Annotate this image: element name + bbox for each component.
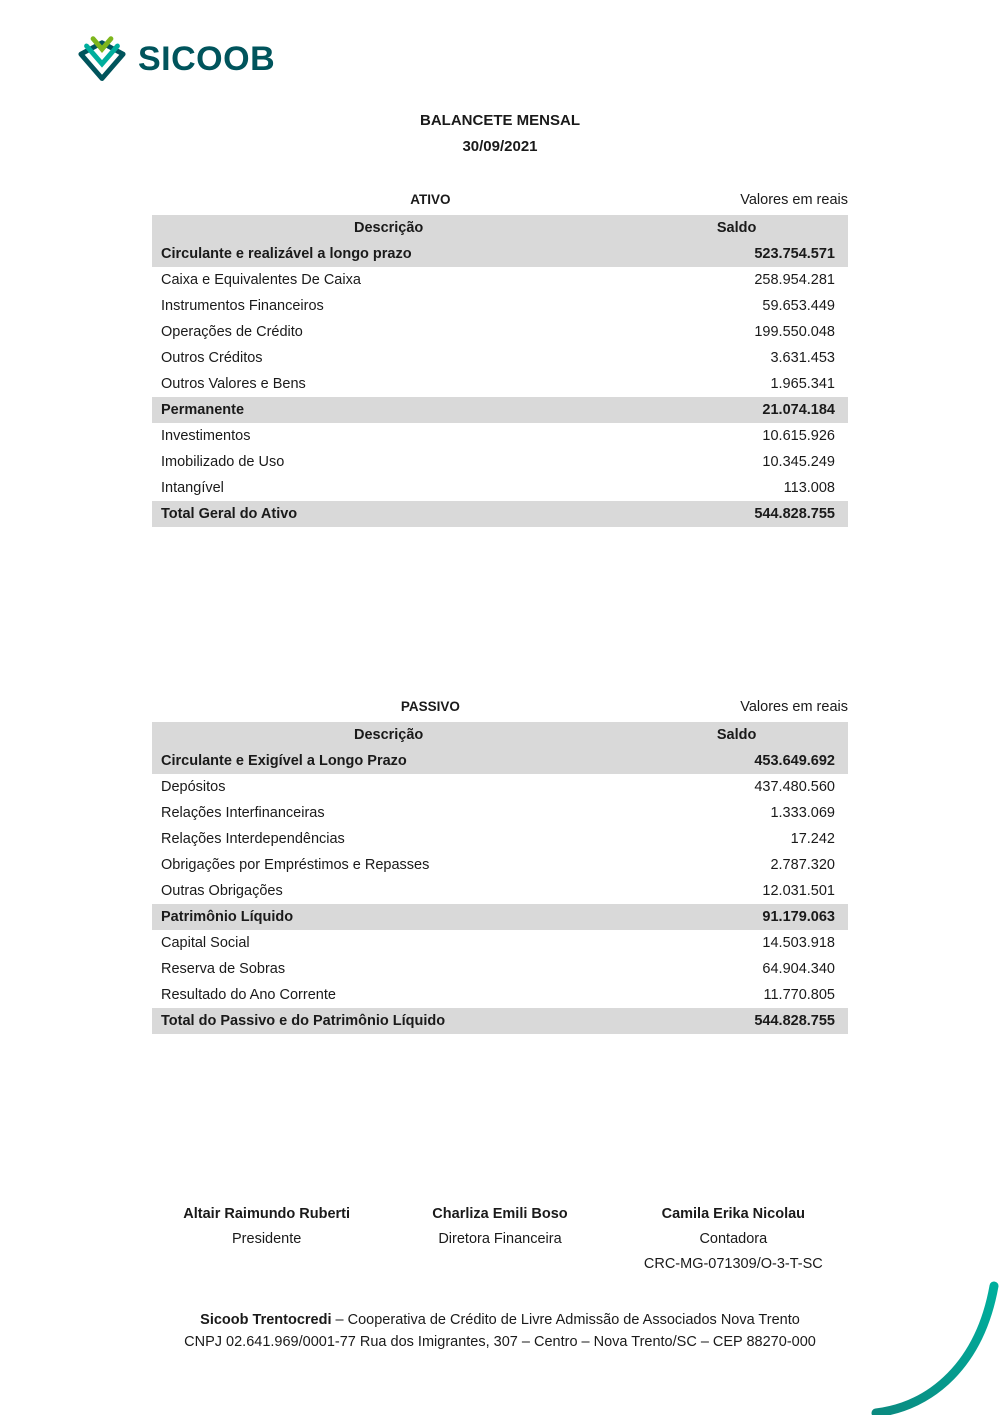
document-date: 30/09/2021 [462, 138, 538, 155]
subtotal-row [152, 397, 848, 423]
row-label: Obrigações por Empréstimos e Repasses [161, 857, 430, 873]
table-row [152, 475, 848, 501]
row-value: 12.031.501 [762, 883, 835, 899]
row-label: Reserva de Sobras [161, 961, 286, 977]
footer-company-description: – Cooperativa de Crédito de Livre Admissão de Associados Nova Trento [331, 1312, 800, 1328]
footer-line-2: CNPJ 02.641.969/0001-77 Rua dos Imigrantes, 307 – Centro – Nova Trento/SC – CEP 88270-000 [184, 1334, 816, 1350]
footer-company-name: Sicoob Trentocredi [200, 1312, 332, 1328]
row-value: 14.503.918 [762, 935, 835, 951]
signature-role: Diretora Financeira [438, 1231, 562, 1247]
row-label: Intangível [161, 480, 224, 496]
table-row [152, 371, 848, 397]
passivo-section-head [152, 699, 848, 715]
document-title-block [0, 108, 1000, 160]
ativo-currency-note: Valores em reais [740, 192, 848, 208]
row-value: 10.345.249 [762, 454, 835, 470]
signature-accountant [617, 1202, 850, 1277]
passivo-table-body [152, 748, 848, 1034]
row-value: 11.770.805 [763, 987, 835, 1003]
row-label: Caixa e Equivalentes De Caixa [161, 272, 361, 288]
table-row [152, 956, 848, 982]
signature-president [150, 1202, 383, 1277]
passivo-section-label: PASSIVO [400, 699, 460, 714]
row-label: Circulante e realizável a longo prazo [161, 246, 412, 262]
footer-line-1 [0, 1309, 1000, 1331]
ativo-section-head [152, 192, 848, 208]
row-value: 64.904.340 [762, 961, 835, 977]
row-label: Capital Social [161, 935, 250, 951]
row-value: 3.631.453 [770, 350, 835, 366]
subtotal-row [152, 501, 848, 527]
column-header-saldo: Saldo [716, 220, 757, 236]
subtotal-row [152, 904, 848, 930]
passivo-table-header-row [152, 722, 848, 748]
signatures-row [150, 1202, 850, 1277]
row-value: 113.008 [783, 480, 835, 496]
document-footer [0, 1309, 1000, 1353]
row-value: 437.480.560 [754, 779, 835, 795]
row-label: Relações Interfinanceiras [161, 805, 325, 821]
row-value: 59.653.449 [762, 298, 835, 314]
subtotal-row [152, 1008, 848, 1034]
row-value: 10.615.926 [762, 428, 835, 444]
table-row [152, 319, 848, 345]
row-label: Relações Interdependências [161, 831, 345, 847]
row-label: Patrimônio Líquido [161, 909, 294, 925]
row-value: 544.828.755 [754, 506, 835, 522]
table-row [152, 826, 848, 852]
row-label: Operações de Crédito [161, 324, 303, 340]
signature-crc-number: CRC-MG-071309/O-3-T-SC [643, 1256, 823, 1272]
ativo-table-header-row [152, 215, 848, 241]
signature-name: Altair Raimundo Ruberti [183, 1206, 351, 1222]
row-value: 91.179.063 [762, 909, 835, 925]
row-label: Permanente [161, 402, 245, 418]
sicoob-logo-icon [76, 36, 128, 82]
row-label: Total do Passivo e do Patrimônio Líquido [161, 1013, 446, 1029]
signature-financial-director [383, 1202, 616, 1277]
ativo-section-label: ATIVO [410, 192, 451, 207]
column-header-descricao: Descrição [353, 727, 424, 743]
row-label: Imobilizado de Uso [161, 454, 285, 470]
table-row [152, 982, 848, 1008]
signature-name: Camila Erika Nicolau [661, 1206, 806, 1222]
row-value: 523.754.571 [754, 246, 835, 262]
table-row [152, 774, 848, 800]
row-label: Resultado do Ano Corrente [161, 987, 336, 1003]
row-value: 544.828.755 [754, 1013, 835, 1029]
table-row [152, 345, 848, 371]
table-row [152, 293, 848, 319]
subtotal-row [152, 241, 848, 267]
row-label: Outros Créditos [161, 350, 263, 366]
row-value: 2.787.320 [770, 857, 835, 873]
table-row [152, 930, 848, 956]
row-value: 17.242 [790, 831, 835, 847]
row-value: 199.550.048 [754, 324, 835, 340]
row-label: Circulante e Exigível a Longo Prazo [161, 753, 407, 769]
subtotal-row [152, 748, 848, 774]
row-value: 453.649.692 [754, 753, 835, 769]
signature-name: Charliza Emili Boso [432, 1206, 568, 1222]
ativo-section [152, 192, 848, 527]
row-value: 1.965.341 [770, 376, 835, 392]
row-value: 1.333.069 [770, 805, 835, 821]
column-header-saldo: Saldo [716, 727, 757, 743]
table-row [152, 852, 848, 878]
sicoob-logo [76, 36, 1000, 82]
table-row [152, 800, 848, 826]
signature-role: Presidente [232, 1231, 302, 1247]
passivo-section [152, 699, 848, 1034]
passivo-currency-note: Valores em reais [740, 699, 848, 715]
passivo-table [152, 722, 848, 1034]
row-label: Depósitos [161, 779, 226, 795]
ativo-table-body [152, 241, 848, 527]
row-label: Instrumentos Financeiros [161, 298, 324, 314]
ativo-table [152, 215, 848, 527]
table-row [152, 423, 848, 449]
sicoob-logo-text: SICOOB [138, 39, 276, 78]
table-row [152, 449, 848, 475]
document-title: BALANCETE MENSAL [420, 112, 580, 129]
row-label: Outras Obrigações [161, 883, 283, 899]
table-row [152, 267, 848, 293]
table-row [152, 878, 848, 904]
row-label: Total Geral do Ativo [161, 506, 298, 522]
row-value: 21.074.184 [762, 402, 835, 418]
row-label: Outros Valores e Bens [161, 376, 306, 392]
signature-role: Contadora [699, 1231, 768, 1247]
logo-row [0, 0, 1000, 82]
column-header-descricao: Descrição [353, 220, 424, 236]
row-label: Investimentos [161, 428, 251, 444]
row-value: 258.954.281 [754, 272, 835, 288]
